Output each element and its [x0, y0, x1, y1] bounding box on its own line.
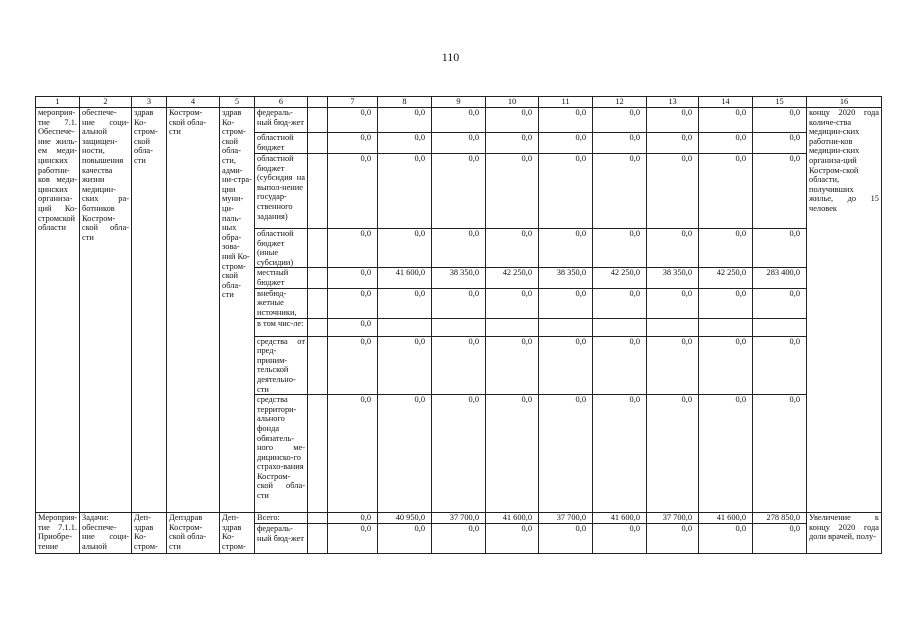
- measure-name: мероприя-тие 7.1. Обеспече-ние жиль-ем меди-цинских работни-ков меди-цинских организа-ций Ко-стромской области: [36, 108, 80, 513]
- amount-cell: [593, 318, 647, 336]
- expected-result: Увеличение к концу 2020 года доли врачей, полу-: [807, 513, 882, 554]
- amount-cell: 0,0: [539, 524, 593, 554]
- amount-cell: 0,0: [328, 288, 378, 318]
- table-row: [36, 108, 882, 133]
- funding-source: Всего:: [255, 513, 308, 524]
- column-header: 8: [378, 97, 432, 108]
- column-header: 12: [593, 97, 647, 108]
- amount-cell: 0,0: [539, 288, 593, 318]
- amount-cell: 38 350,0: [539, 268, 593, 288]
- amount-cell: 0,0: [432, 288, 486, 318]
- amount-cell: [753, 318, 807, 336]
- amount-cell: [378, 318, 432, 336]
- amount-cell: 0,0: [647, 108, 699, 133]
- amount-cell: 0,0: [432, 395, 486, 513]
- column-header: 11: [539, 97, 593, 108]
- funding-source: в том чис-ле:: [255, 318, 308, 336]
- funding-source: внебюд-жетные источники,: [255, 288, 308, 318]
- spacer-cell: [308, 318, 328, 336]
- column-header: 13: [647, 97, 699, 108]
- amount-cell: 0,0: [699, 229, 753, 268]
- amount-cell: [647, 318, 699, 336]
- amount-cell: 42 250,0: [699, 268, 753, 288]
- amount-cell: 0,0: [699, 108, 753, 133]
- funding-source: областной бюджет (субсидия на выпол-нение государ-ственного задания): [255, 154, 308, 229]
- amount-cell: 0,0: [486, 336, 539, 395]
- amount-cell: [539, 318, 593, 336]
- amount-cell: 0,0: [328, 513, 378, 524]
- amount-cell: 0,0: [699, 288, 753, 318]
- amount-cell: 278 850,0: [753, 513, 807, 524]
- amount-cell: 0,0: [486, 229, 539, 268]
- header-row: [36, 97, 882, 108]
- funding-source: федераль-ный бюд-жет: [255, 524, 308, 554]
- amount-cell: 0,0: [753, 154, 807, 229]
- amount-cell: 0,0: [647, 288, 699, 318]
- participants: Деп-здрав Ко-стром-: [220, 513, 255, 554]
- column-header: 5: [220, 97, 255, 108]
- amount-cell: 40 950,0: [378, 513, 432, 524]
- measure-name: Мероприя-тие 7.1.1. Приобре-тение: [36, 513, 80, 554]
- column-header: 9: [432, 97, 486, 108]
- amount-cell: 0,0: [486, 154, 539, 229]
- amount-cell: [699, 318, 753, 336]
- funding-source: федераль-ный бюд-жет: [255, 108, 308, 133]
- amount-cell: 37 700,0: [539, 513, 593, 524]
- column-header: 6: [255, 97, 308, 108]
- column-header: 2: [80, 97, 132, 108]
- column-header: [308, 97, 328, 108]
- funding-source: областной бюджет: [255, 133, 308, 154]
- funding-source: местный бюджет: [255, 268, 308, 288]
- amount-cell: 0,0: [432, 524, 486, 554]
- amount-cell: 0,0: [486, 133, 539, 154]
- amount-cell: 0,0: [539, 108, 593, 133]
- amount-cell: 0,0: [539, 395, 593, 513]
- coordinator: Депздрав Костром-ской обла-сти: [167, 513, 220, 554]
- amount-cell: 0,0: [647, 133, 699, 154]
- amount-cell: 0,0: [378, 133, 432, 154]
- amount-cell: [486, 318, 539, 336]
- executor: Деп-здрав Ко-стром-: [132, 513, 167, 554]
- amount-cell: 38 350,0: [432, 268, 486, 288]
- measure-goal: обеспече-ние соци-альной защищен-ности, повышения качества жизни медицин-ских ра-ботников Костром-ской обла-сти: [80, 108, 132, 513]
- amount-cell: 37 700,0: [647, 513, 699, 524]
- funding-source: областной бюджет (иные субсидии): [255, 229, 308, 268]
- amount-cell: 0,0: [432, 154, 486, 229]
- amount-cell: 0,0: [647, 336, 699, 395]
- amount-cell: 0,0: [593, 288, 647, 318]
- amount-cell: 0,0: [486, 395, 539, 513]
- amount-cell: 0,0: [328, 154, 378, 229]
- amount-cell: 0,0: [539, 336, 593, 395]
- amount-cell: 0,0: [699, 336, 753, 395]
- column-header: 3: [132, 97, 167, 108]
- spacer-cell: [308, 336, 328, 395]
- amount-cell: 0,0: [328, 133, 378, 154]
- amount-cell: 0,0: [647, 524, 699, 554]
- amount-cell: 37 700,0: [432, 513, 486, 524]
- spacer-cell: [308, 524, 328, 554]
- amount-cell: 0,0: [753, 108, 807, 133]
- amount-cell: 0,0: [328, 336, 378, 395]
- spacer-cell: [308, 133, 328, 154]
- amount-cell: 0,0: [432, 108, 486, 133]
- amount-cell: 42 250,0: [593, 268, 647, 288]
- column-header: 15: [753, 97, 807, 108]
- amount-cell: 41 600,0: [378, 268, 432, 288]
- amount-cell: 0,0: [753, 336, 807, 395]
- amount-cell: [432, 318, 486, 336]
- spacer-cell: [308, 154, 328, 229]
- column-header: 14: [699, 97, 753, 108]
- amount-cell: 0,0: [593, 154, 647, 229]
- amount-cell: 42 250,0: [486, 268, 539, 288]
- amount-cell: 41 600,0: [486, 513, 539, 524]
- amount-cell: 0,0: [539, 133, 593, 154]
- amount-cell: 0,0: [699, 524, 753, 554]
- spacer-cell: [308, 395, 328, 513]
- amount-cell: 38 350,0: [647, 268, 699, 288]
- amount-cell: 41 600,0: [593, 513, 647, 524]
- amount-cell: 0,0: [539, 229, 593, 268]
- column-header: 10: [486, 97, 539, 108]
- amount-cell: 0,0: [486, 524, 539, 554]
- amount-cell: 0,0: [432, 229, 486, 268]
- amount-cell: 0,0: [378, 524, 432, 554]
- amount-cell: 0,0: [699, 154, 753, 229]
- amount-cell: 0,0: [432, 336, 486, 395]
- executor: здрав Ко-стром-ской обла-сти: [132, 108, 167, 513]
- amount-cell: 0,0: [486, 108, 539, 133]
- amount-cell: 0,0: [753, 395, 807, 513]
- amount-cell: 0,0: [753, 524, 807, 554]
- amount-cell: 0,0: [328, 108, 378, 133]
- spacer-cell: [308, 268, 328, 288]
- amount-cell: 0,0: [328, 229, 378, 268]
- table-row: [36, 513, 882, 524]
- amount-cell: 0,0: [593, 336, 647, 395]
- column-header: 4: [167, 97, 220, 108]
- amount-cell: 0,0: [593, 395, 647, 513]
- amount-cell: 0,0: [486, 288, 539, 318]
- amount-cell: 283 400,0: [753, 268, 807, 288]
- amount-cell: 0,0: [753, 288, 807, 318]
- amount-cell: 0,0: [328, 318, 378, 336]
- page-number: 110: [441, 50, 460, 64]
- amount-cell: 0,0: [593, 229, 647, 268]
- amount-cell: 0,0: [593, 108, 647, 133]
- column-header: 1: [36, 97, 80, 108]
- participants: здрав Ко-стром-ской обла-сти, адми-ни-стра-ции муни-ци-паль-ных обра-зова-ний Ко-стром-ской обла-сти: [220, 108, 255, 513]
- amount-cell: 0,0: [328, 395, 378, 513]
- amount-cell: 0,0: [647, 154, 699, 229]
- amount-cell: 0,0: [328, 268, 378, 288]
- amount-cell: 0,0: [378, 288, 432, 318]
- funding-source: средства от пред-приним-тельской деятельно-сти: [255, 336, 308, 395]
- expected-result: концу 2020 года количе-ства медицин-ских работни-ков медицин-ских организа-ций Костром-ской области, получивших жилье, до 15 человек: [807, 108, 882, 513]
- amount-cell: 0,0: [593, 133, 647, 154]
- amount-cell: 0,0: [753, 133, 807, 154]
- amount-cell: 0,0: [328, 524, 378, 554]
- amount-cell: 0,0: [378, 395, 432, 513]
- spacer-cell: [308, 288, 328, 318]
- coordinator: Костром-ской обла-сти: [167, 108, 220, 513]
- amount-cell: 0,0: [699, 133, 753, 154]
- amount-cell: 0,0: [647, 229, 699, 268]
- amount-cell: 0,0: [699, 395, 753, 513]
- amount-cell: 0,0: [378, 336, 432, 395]
- measure-goal: Задачи: обеспече-ние соци-альной: [80, 513, 132, 554]
- amount-cell: 0,0: [593, 524, 647, 554]
- spacer-cell: [308, 513, 328, 524]
- column-header: 7: [328, 97, 378, 108]
- amount-cell: 0,0: [539, 154, 593, 229]
- funding-source: средства территори-ального фонда обязатель-ного ме-дицинско-го страхо-вания Костром-ской обла-сти: [255, 395, 308, 513]
- amount-cell: 0,0: [378, 154, 432, 229]
- amount-cell: 0,0: [647, 395, 699, 513]
- amount-cell: 41 600,0: [699, 513, 753, 524]
- budget-table: [35, 96, 882, 554]
- column-header: 16: [807, 97, 882, 108]
- spacer-cell: [308, 229, 328, 268]
- amount-cell: 0,0: [378, 229, 432, 268]
- spacer-cell: [308, 108, 328, 133]
- amount-cell: 0,0: [753, 229, 807, 268]
- amount-cell: 0,0: [378, 108, 432, 133]
- amount-cell: 0,0: [432, 133, 486, 154]
